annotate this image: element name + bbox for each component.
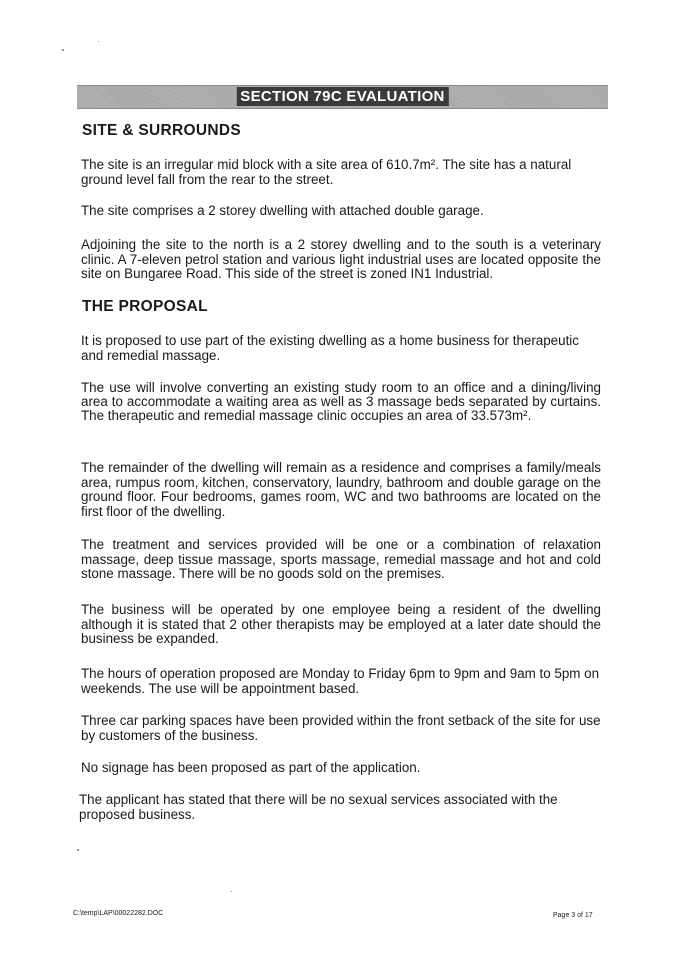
footer-page-number: Page 3 of 17 [553, 912, 593, 919]
proposal-paragraph-9: The applicant has stated that there will be no sexual services associated with the proposed business. [79, 792, 558, 822]
scan-speck [77, 849, 79, 851]
proposal-paragraph-2: The use will involve converting an existing study room to an office and a dining/living area to accommodate a waiting area as well as 3 massage beds separated by curtains. The therapeutic and remedial massage clinic occupies an area of 33.573m². [81, 380, 601, 424]
site-paragraph-3: Adjoining the site to the north is a 2 storey dwelling and to the south is a veterinary clinic. A 7-eleven petrol station and various light industrial uses are located opposite the site on Bungaree Road. This side of the street is zoned IN1 Industrial. [81, 237, 601, 281]
site-paragraph-2: The site comprises a 2 storey dwelling with attached double garage. [81, 203, 484, 218]
section-title: SECTION 79C EVALUATION [236, 87, 448, 106]
proposal-paragraph-4: The treatment and services provided will be one or a combination of relaxation massage, deep tissue massage, sports massage, remedial massage and hot and cold stone massage. There will be no goods sold on the premises. [81, 537, 601, 581]
scan-speck [231, 891, 232, 892]
site-paragraph-1: The site is an irregular mid block with a site area of 610.7m². The site has a natural ground level fall from the rear to the street. [81, 157, 572, 187]
proposal-paragraph-6: The hours of operation proposed are Monday to Friday 6pm to 9pm and 9am to 5pm on weekends. The use will be appointment based. [81, 666, 600, 696]
section-header-bar [77, 85, 608, 109]
footer-file-path: C:\temp\LAP\00022282.DOC [73, 910, 164, 917]
proposal-heading: THE PROPOSAL [82, 298, 208, 315]
proposal-paragraph-3: The remainder of the dwelling will remain as a residence and comprises a family/meals area, rumpus room, kitchen, conservatory, laundry, bathroom and double garage on the ground floor. Four bedrooms, games room, WC and two bathrooms are located on the first floor of the dwelling. [81, 460, 601, 519]
scan-speck [98, 41, 99, 42]
scan-speck [62, 49, 64, 51]
proposal-paragraph-7: Three car parking spaces have been provided within the front setback of the site for use by customers of the business. [81, 713, 601, 743]
proposal-paragraph-5: The business will be operated by one employee being a resident of the dwelling although it is stated that 2 other therapists may be employed at a later date should the business be expanded. [81, 602, 601, 646]
proposal-paragraph-1: It is proposed to use part of the existing dwelling as a home business for therapeutic and remedial massage. [81, 333, 579, 363]
site-heading: SITE & SURROUNDS [82, 122, 241, 139]
proposal-paragraph-8: No signage has been proposed as part of the application. [81, 760, 421, 775]
